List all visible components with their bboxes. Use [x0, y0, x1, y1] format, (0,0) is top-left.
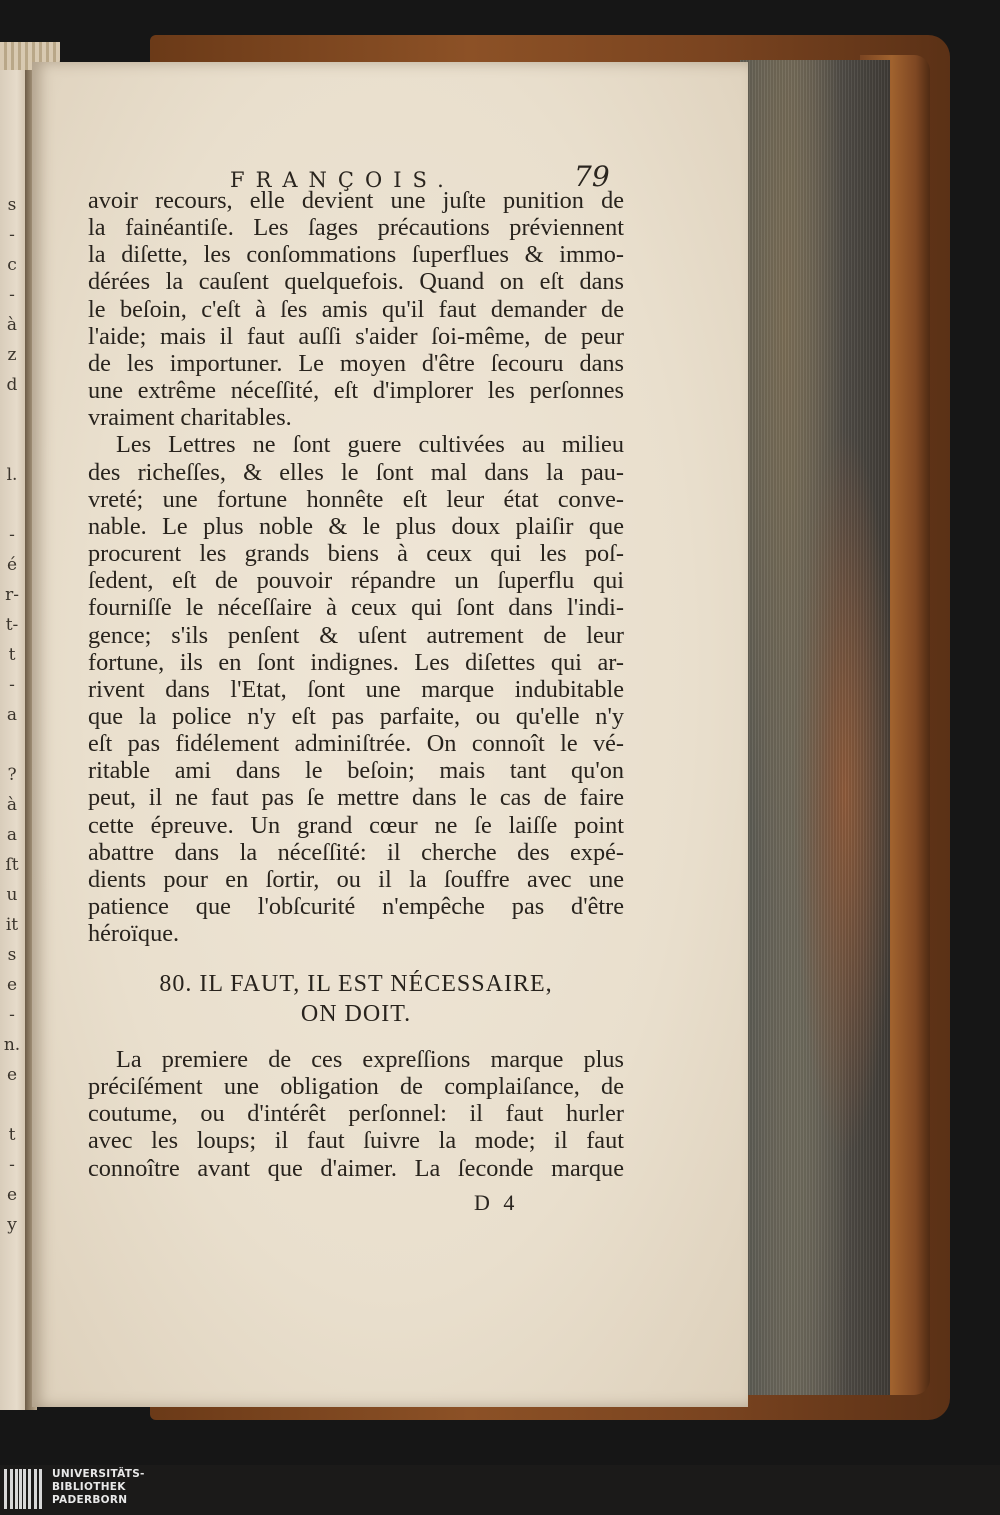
- text-line: rivent dans l'Etat, ſont une marque indubitable: [88, 675, 624, 703]
- library-name-line3: PADERBORN: [52, 1494, 128, 1506]
- text-line: ritable ami dans le beſoin; mais tant qu'on: [88, 757, 624, 785]
- verso-fragment: y: [7, 1215, 17, 1235]
- verso-fragment: t: [8, 645, 16, 665]
- verso-fragment: [0, 430, 24, 460]
- text-line: ſedent, eſt de pouvoir répandre un ſuperflu qui: [88, 567, 624, 595]
- verso-fragment: e: [6, 975, 18, 995]
- verso-fragment: ſt: [5, 855, 19, 875]
- library-logo-icon: [4, 1469, 44, 1509]
- text-line: héroïque.: [88, 920, 180, 948]
- text-line: préciſément une obligation de complaiſance, de: [88, 1073, 624, 1101]
- section-heading-continued: ON DOIT.: [300, 1001, 412, 1027]
- verso-fragment: e: [6, 1185, 18, 1205]
- text-line: eſt pas fidélement adminiſtrée. On connoît le vé-: [88, 730, 624, 758]
- text-line: une extrême néceſſité, eſt d'implorer les perſonnes: [88, 377, 624, 405]
- text-line: des richeſſes, & elles le ſont mal dans la pau-: [88, 458, 624, 486]
- text-line: peut, il ne faut pas ſe mettre dans le cas de faire: [88, 784, 624, 812]
- verso-fragment: [0, 400, 24, 430]
- text-line: dients pour en ſortir, ou il la ſouffre avec une: [88, 865, 624, 893]
- text-line: connoître avant que d'aimer. La ſeconde marque: [88, 1154, 624, 1182]
- logo-bar: [39, 1469, 42, 1509]
- verso-fragment: à: [6, 795, 18, 815]
- text-line: abattre dans la néceſſité: il cherche des expé-: [88, 838, 624, 866]
- verso-fragment: a: [6, 705, 18, 725]
- text-line: patience que l'obſcurité n'empêche pas d'être: [88, 893, 624, 921]
- verso-fragment: n.: [3, 1035, 21, 1055]
- logo-bar: [19, 1469, 22, 1509]
- text-line: gence; s'ils penſent & uſent autrement de leur: [88, 621, 624, 649]
- verso-fragment: [0, 490, 24, 520]
- verso-fragment: z: [7, 345, 17, 365]
- running-head: FRANÇOIS.: [230, 168, 455, 192]
- section-body: [88, 1046, 624, 1182]
- library-name: [52, 1468, 145, 1507]
- library-name-line2: BIBLIOTHEK: [52, 1481, 126, 1493]
- text-line: nable. Le plus noble & le plus doux plaiſir que: [88, 512, 624, 540]
- logo-bar: [4, 1469, 7, 1509]
- logo-bar: [34, 1469, 37, 1509]
- logo-bar: [23, 1469, 26, 1509]
- text-line: avoir recours, elle devient une juſte punition de: [88, 187, 624, 214]
- verso-fragment: t: [8, 1125, 16, 1145]
- logo-bar: [15, 1469, 18, 1509]
- text-line: la diſette, les conſommations ſuperflues & immo-: [88, 241, 624, 269]
- text-line: procurent les grands biens à ceux qui les poſ-: [88, 540, 624, 568]
- verso-fragment: -: [9, 525, 15, 545]
- verso-fragment: [0, 1090, 24, 1120]
- text-line: Les Lettres ne ſont guere cultivées au milieu: [116, 431, 624, 459]
- verso-fragment: à: [6, 315, 18, 335]
- text-line: vraiment charitables.: [88, 404, 292, 432]
- text-line: La premiere de ces expreſſions marque plus: [116, 1046, 624, 1073]
- text-line: la fainéantiſe. Les ſages précautions préviennent: [88, 214, 624, 242]
- verso-fragment: [0, 730, 24, 760]
- text-line: fortune, ils en ſont indignes. Les diſettes qui ar-: [88, 648, 624, 676]
- text-line: l'aide; mais il faut auſſi s'aider ſoi-même, de peur: [88, 322, 624, 350]
- verso-text-fragments: [0, 190, 24, 1240]
- verso-fragment: -: [9, 225, 15, 245]
- verso-fragment: s: [7, 945, 17, 965]
- section-heading: 80. IL FAUT, IL EST NÉCESSAIRE,: [159, 971, 553, 997]
- page-number: 79: [574, 160, 610, 193]
- footer-bar: [0, 1465, 1000, 1515]
- signature-mark: D 4: [474, 1190, 519, 1215]
- verso-fragment: u: [6, 885, 18, 905]
- text-line: avec les loups; il faut ſuivre la mode; il faut: [88, 1127, 624, 1155]
- text-line: de les importuner. Le moyen d'être ſecouru dans: [88, 349, 624, 377]
- verso-fragment: r-: [5, 585, 19, 605]
- text-line: fourniſſe le néceſſaire à ceux qui ſont dans l'indi-: [88, 594, 624, 622]
- verso-fragment: s: [7, 195, 17, 215]
- logo-bar: [10, 1469, 13, 1509]
- text-line: le beſoin, c'eſt à ſes amis qu'il faut demander de: [88, 295, 624, 323]
- marbled-fore-edge: [740, 60, 890, 1395]
- text-line: que la police n'y eſt pas parfaite, ou qu'elle n'y: [88, 702, 624, 730]
- body-paragraphs: [88, 187, 624, 947]
- verso-fragment: -: [9, 675, 15, 695]
- verso-fragment: é: [6, 555, 18, 575]
- verso-fragment: ?: [7, 765, 17, 785]
- verso-fragment: it: [5, 915, 19, 935]
- verso-fragment: -: [9, 285, 15, 305]
- logo-bar: [28, 1469, 31, 1509]
- library-name-line1: UNIVERSITÄTS-: [52, 1468, 145, 1480]
- text-line: cette épreuve. Un grand cœur ne ſe laiſſe point: [88, 811, 624, 839]
- verso-fragment: a: [6, 825, 18, 845]
- text-line: dérées la cauſent quelquefois. Quand on eſt dans: [88, 268, 624, 296]
- verso-fragment: c: [7, 255, 17, 275]
- verso-fragment: d: [6, 375, 18, 395]
- verso-fragment: -: [9, 1155, 15, 1175]
- verso-fragment: t-: [5, 615, 19, 635]
- text-line: vreté; une fortune honnête eſt leur état conve-: [88, 485, 624, 513]
- verso-fragment: l.: [6, 465, 18, 485]
- text-line: coutume, ou d'intérêt perſonnel: il faut hurler: [88, 1100, 624, 1128]
- verso-fragment: e: [6, 1065, 18, 1085]
- verso-fragment: -: [9, 1005, 15, 1025]
